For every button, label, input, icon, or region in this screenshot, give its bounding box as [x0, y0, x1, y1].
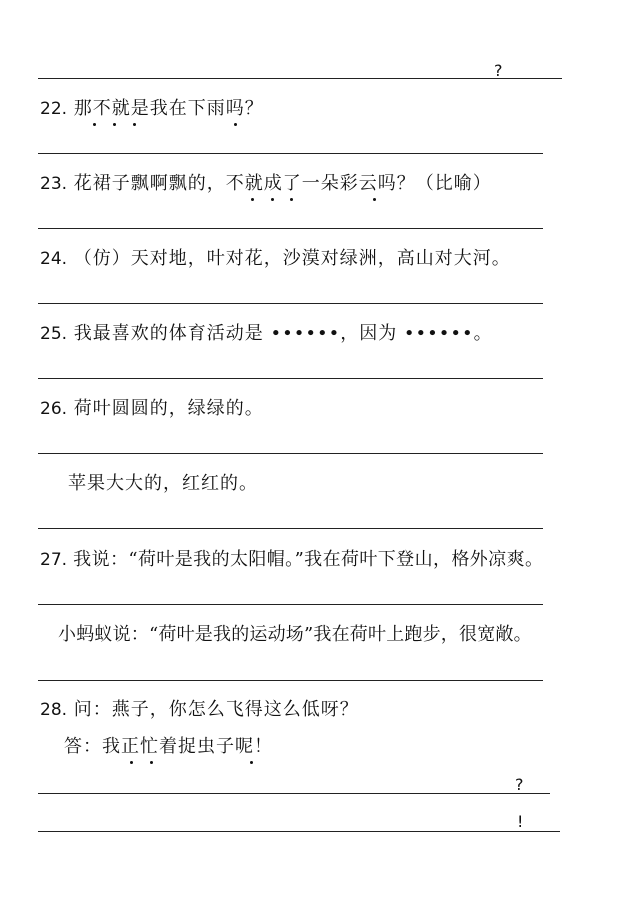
- question-25: [40, 322, 493, 346]
- emphasis-dot: [234, 123, 237, 126]
- exclamation-mark-bottom: !: [517, 812, 524, 831]
- question-text: 问：燕子，你怎么飞得这么低呀？: [73, 699, 359, 720]
- question-28-answer: 答：我正忙着捉虫子呢！: [64, 736, 273, 757]
- answer-line[interactable]: [38, 153, 543, 154]
- answer-line[interactable]: [38, 78, 562, 79]
- question-24: [40, 247, 511, 271]
- question-27-example: 小蚂蚁说：“荷叶是我的运动场”我在荷叶上跑步，很宽敞。: [58, 624, 532, 645]
- question-22: [40, 97, 264, 121]
- answer-line[interactable]: [38, 303, 543, 304]
- question-number: 28.: [40, 700, 68, 720]
- question-number: 24.: [40, 249, 68, 269]
- question-27: [40, 548, 543, 572]
- emphasis-dot: [271, 198, 274, 201]
- question-26: [40, 397, 264, 421]
- emphasis-dot: [113, 123, 116, 126]
- emphasis-dot: [373, 198, 376, 201]
- answer-line[interactable]: [38, 453, 543, 454]
- question-number: 25.: [40, 324, 68, 344]
- question-text: （仿）天对地，叶对花，沙漠对绿洲，高山对大河。: [73, 248, 511, 269]
- answer-line[interactable]: [38, 680, 543, 681]
- question-number: 26.: [40, 399, 68, 419]
- question-mark-bottom: ?: [515, 775, 524, 794]
- answer-line[interactable]: [38, 793, 550, 794]
- emphasis-dot: [250, 761, 253, 764]
- question-text: 那不就是我在下雨吗？: [73, 98, 264, 119]
- question-text: 花裙子飘啊飘的，不就成了一朵彩云吗？（比喻）: [73, 173, 492, 194]
- question-23: [40, 172, 492, 196]
- question-mark-top: ?: [494, 61, 503, 80]
- question-28: [40, 698, 359, 722]
- answer-line[interactable]: [38, 228, 543, 229]
- question-number: 23.: [40, 174, 68, 194]
- emphasis-dot: [150, 761, 153, 764]
- question-26-example: 苹果大大的，红红的。: [68, 473, 258, 494]
- emphasis-dot: [130, 761, 133, 764]
- question-number: 22.: [40, 99, 68, 119]
- question-text: 我最喜欢的体育活动是 ••••••，因为 ••••••。: [73, 323, 493, 344]
- question-text: 荷叶圆圆的，绿绿的。: [73, 398, 264, 419]
- emphasis-dot: [290, 198, 293, 201]
- emphasis-dot: [251, 198, 254, 201]
- question-text: 我说：“荷叶是我的太阳帽。”我在荷叶下登山，格外凉爽。: [73, 549, 544, 570]
- answer-line[interactable]: [38, 378, 543, 379]
- emphasis-dot: [93, 123, 96, 126]
- emphasis-dot: [133, 123, 136, 126]
- question-number: 27.: [40, 550, 68, 570]
- answer-line[interactable]: [38, 831, 560, 832]
- answer-line[interactable]: [38, 528, 543, 529]
- answer-line[interactable]: [38, 604, 543, 605]
